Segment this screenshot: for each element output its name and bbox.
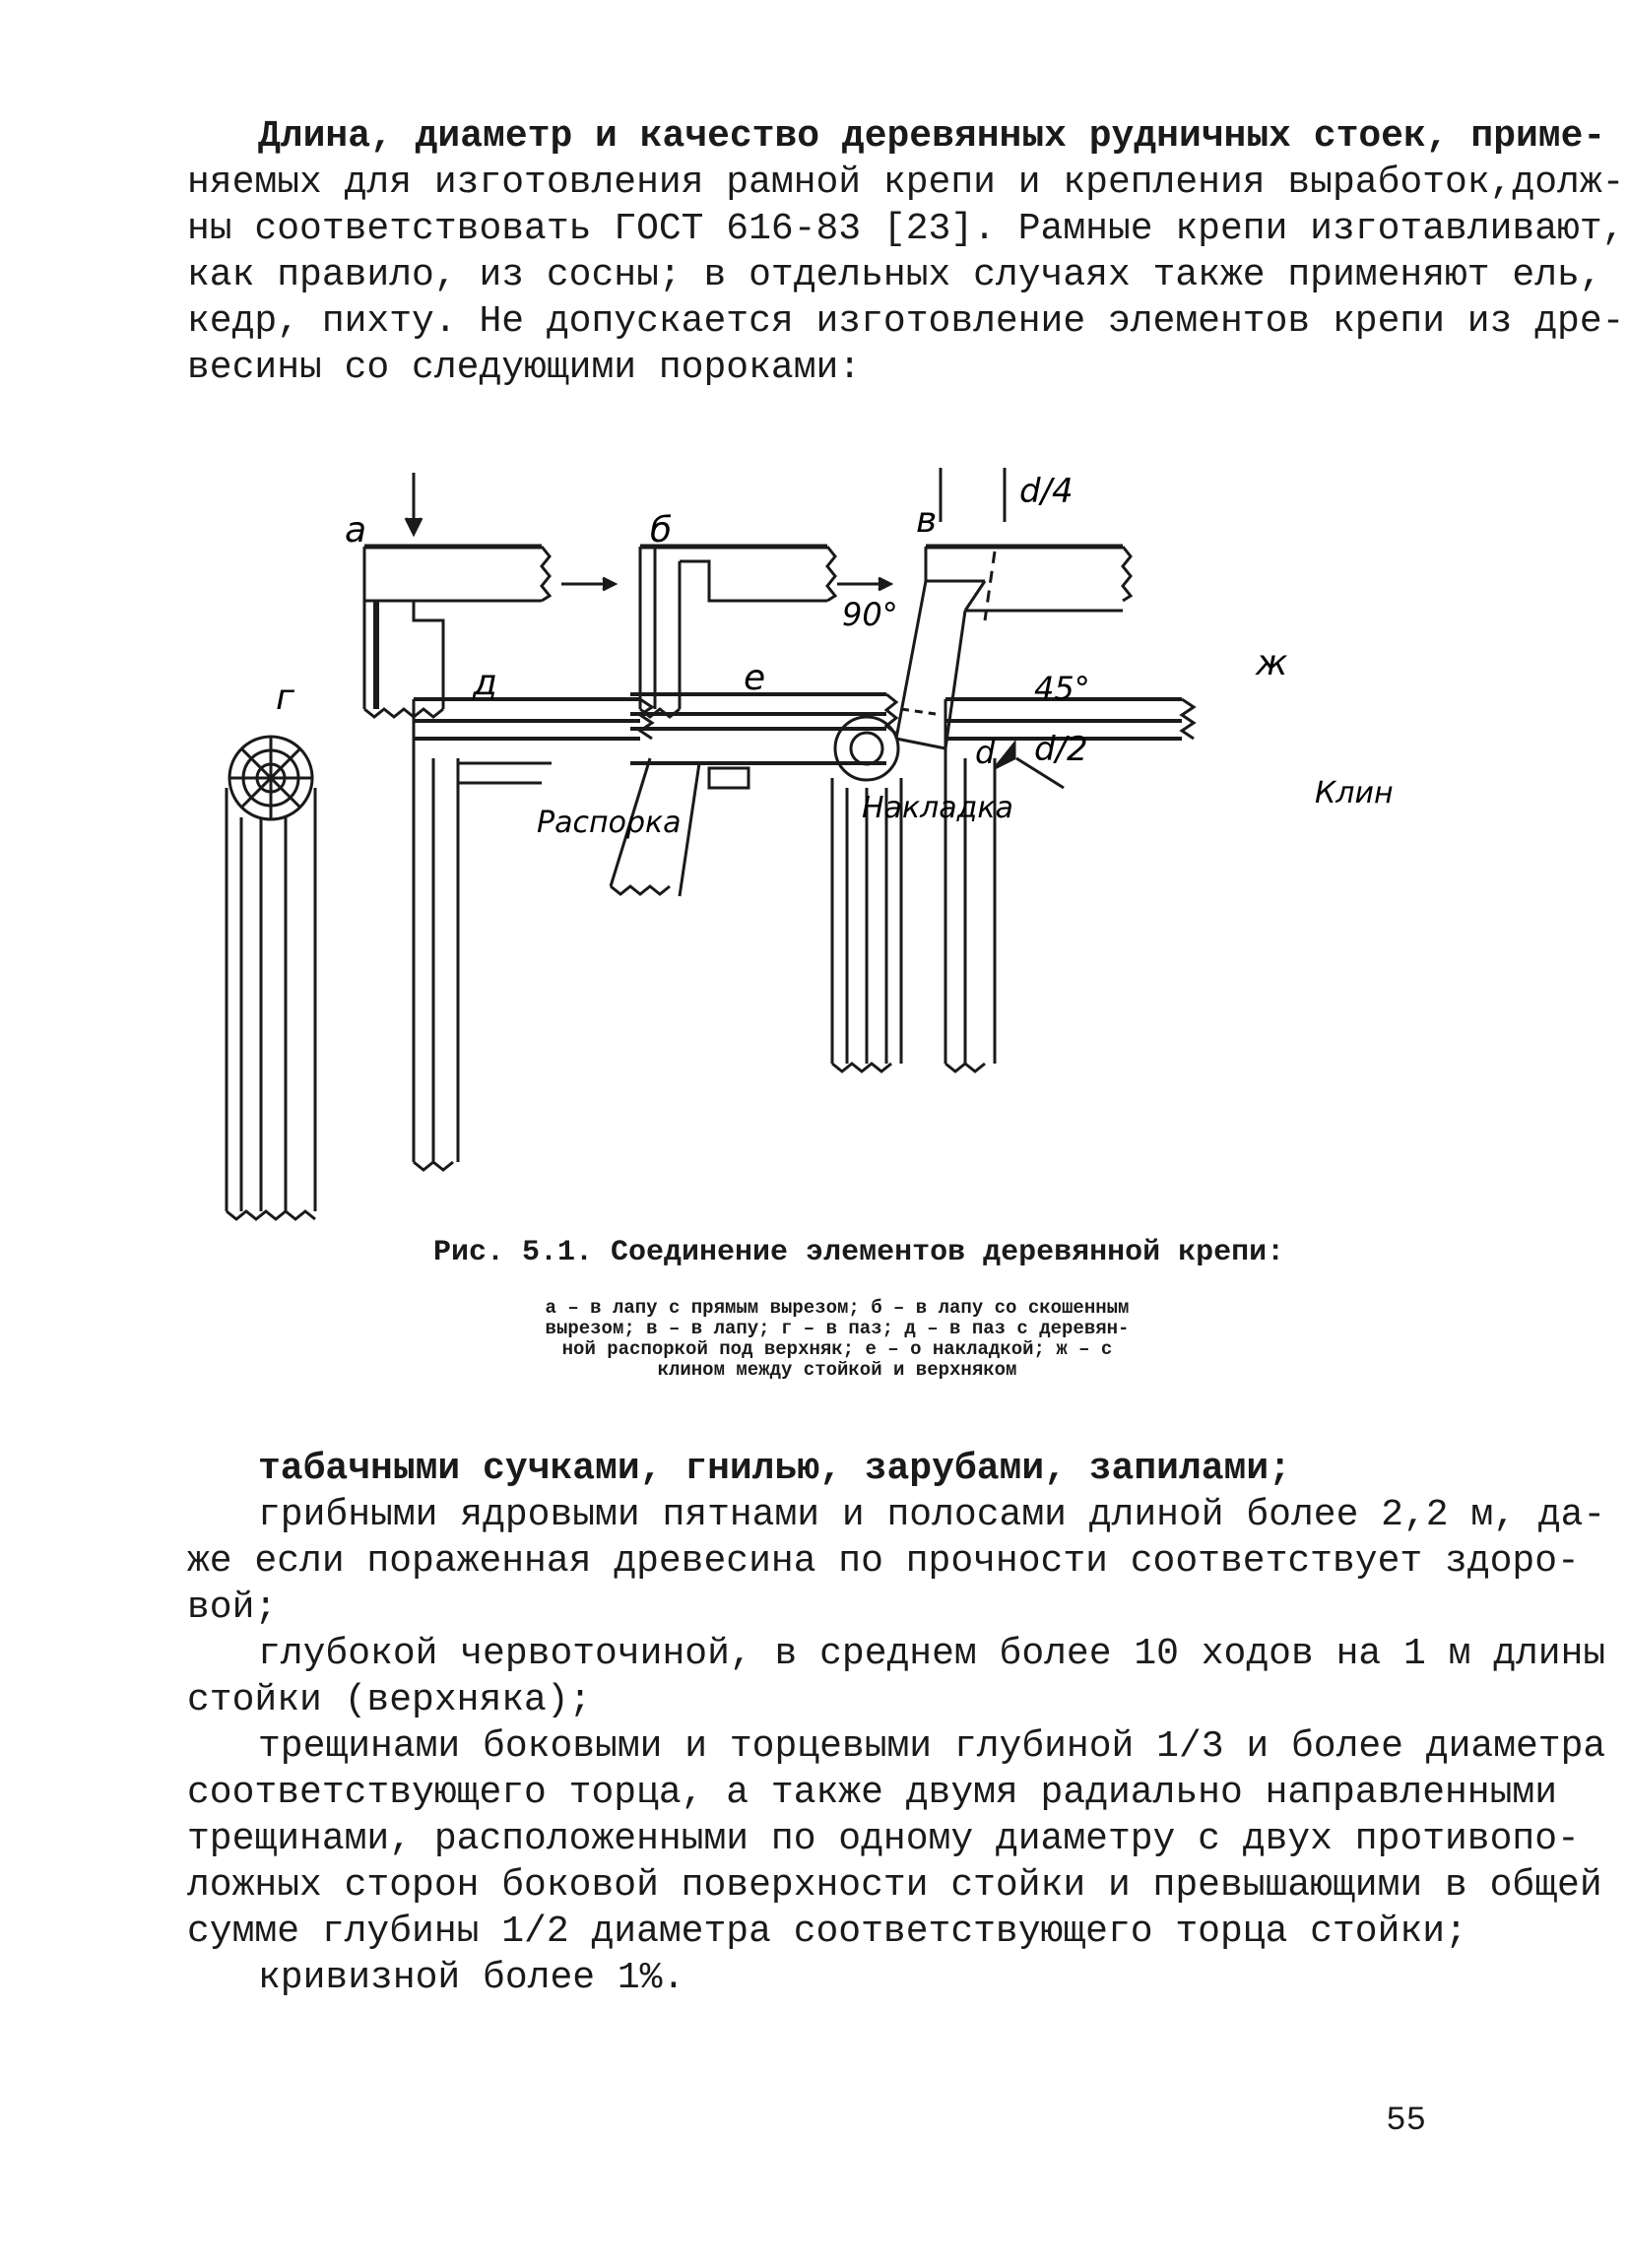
label-b: б [650, 510, 673, 551]
dim-d2: d/2 [1034, 730, 1088, 769]
defect-item-cont: стойки (верхняка); [187, 1679, 592, 1721]
defect-item: грибными ядровыми пятнами и полосами длиной более 2,2 м, да- [258, 1494, 1606, 1536]
defect-item-cont: соответствующего торца, а также двумя радиально направленными [187, 1772, 1558, 1814]
joint-e [611, 694, 901, 1071]
caption-line: клином между стойкой и верхняком [657, 1359, 1017, 1381]
defect-item: кривизной более 1%. [258, 1957, 685, 1999]
part-nakladka: Накладка [862, 791, 1013, 825]
caption-line: а – в лапу с прямым вырезом; б – в лапу со скошенным [545, 1297, 1130, 1319]
intro-paragraph [187, 113, 1625, 391]
defect-item-cont: трещинами, расположенными по одному диаметру с двух противопо- [187, 1818, 1580, 1860]
defect-item: табачными сучками, гнилью, зарубами, запилами; [258, 1448, 1291, 1490]
text-line: как правило, из сосны; в отдельных случаях также применяют ель, [187, 254, 1602, 296]
label-e: е [744, 658, 766, 698]
joint-d [414, 699, 652, 1170]
defect-item-cont: вой; [187, 1587, 278, 1629]
label-a: а [345, 510, 367, 551]
defect-item-cont: же если пораженная древесина по прочности соответствует здоро- [187, 1540, 1580, 1583]
dim-45: 45° [1034, 670, 1090, 707]
label-zh: ж [1256, 643, 1288, 683]
caption-line: вырезом; в – в лапу; г – в паз; д – в паз с деревян- [545, 1318, 1130, 1339]
joint-b [640, 547, 835, 717]
figure-caption-title: Рис. 5.1. Соединение элементов деревянной крепи: [433, 1236, 1285, 1269]
joint-g [227, 737, 315, 1219]
dim-d: d [975, 734, 996, 771]
part-klin: Клин [1315, 776, 1394, 810]
timber-support-joints-figure [217, 463, 1438, 1241]
page-number: 55 [1386, 2103, 1426, 2140]
defects-list [187, 1446, 1606, 2001]
dim-90: 90° [842, 596, 898, 633]
text-line: Длина, диаметр и качество деревянных рудничных стоек, приме- [258, 115, 1606, 158]
part-rasporka: Распорка [537, 806, 682, 840]
label-d: д [473, 663, 497, 703]
defect-item-cont: сумме глубины 1/2 диаметра соответствующего торца стойки; [187, 1911, 1467, 1953]
label-v: в [916, 500, 938, 541]
dim-d4: d/4 [1019, 472, 1074, 511]
text-line: няемых для изготовления рамной крепи и крепления выработок,долж- [187, 162, 1625, 204]
defect-item: трещинами боковыми и торцевыми глубиной 1/3 и более диаметра [258, 1725, 1606, 1768]
figure-caption-legend [463, 1298, 1211, 1381]
defect-item-cont: ложных сторон боковой поверхности стойки и превышающими в общей [187, 1864, 1602, 1907]
text-line: кедр, пихту. Не допускается изготовление элементов крепи из дре- [187, 300, 1625, 343]
defect-item: глубокой червоточиной, в среднем более 10 ходов на 1 м длины [258, 1633, 1606, 1675]
caption-line: ной распоркой под верхняк; е – о накладкой; ж – с [561, 1338, 1113, 1360]
label-g: г [276, 678, 294, 718]
text-line: весины со следующими пороками: [187, 347, 862, 389]
joint-a [364, 473, 550, 717]
text-line: ны соответствовать ГОСТ 616-83 [23]. Рамные крепи изготавливают, [187, 208, 1625, 250]
